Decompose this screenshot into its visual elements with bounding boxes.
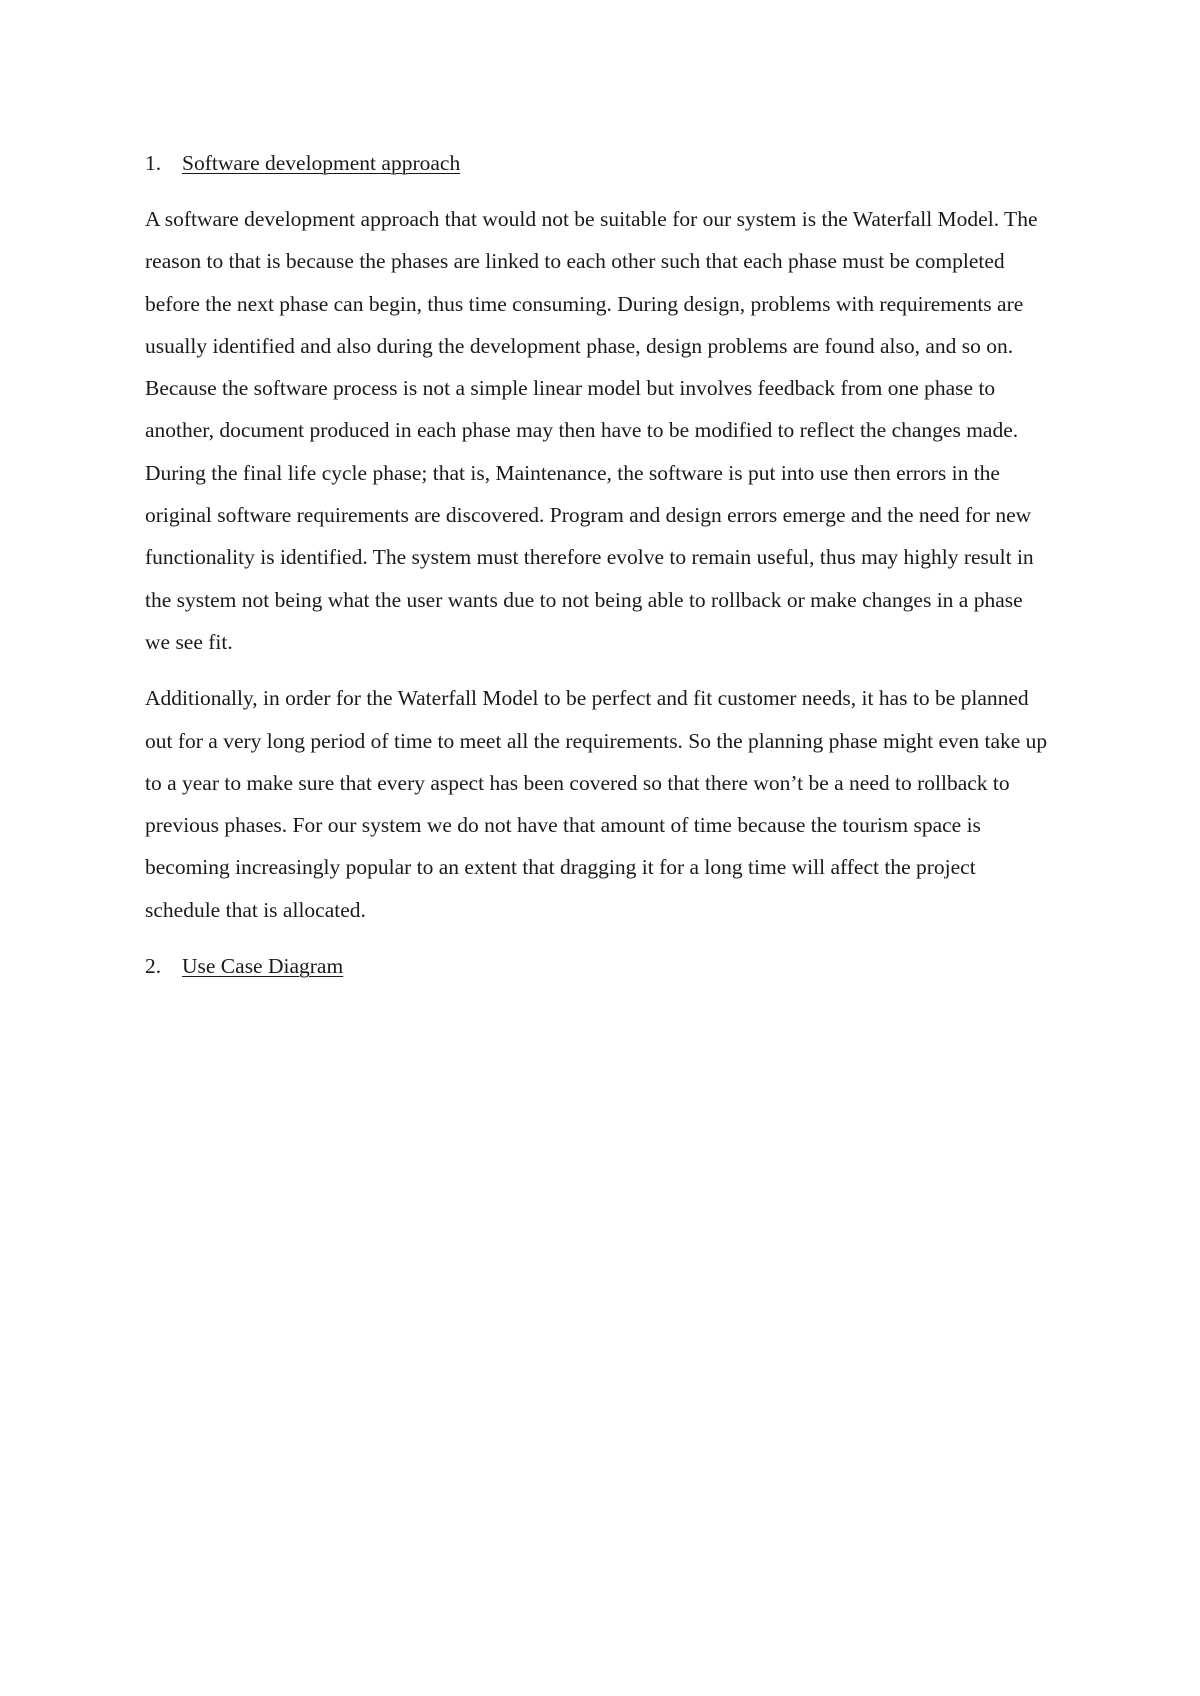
paragraph: Additionally, in order for the Waterfall Model to be perfect and fit customer needs, it has to be planned out for a very long period of time to meet all the requirements. So the planning phase might even take up to a year to make sure that every aspect has been covered so that there won’t be a need to rollback to previous phases. For our system we do not have that amount of time because the tourism space is becoming increasingly popular to an extent that dragging it for a long time will affect the project schedule that is allocated. [145,686,1048,922]
section-heading-2 [145,945,1050,987]
section-heading-1 [145,142,1050,184]
paragraph: A software development approach that would not be suitable for our system is the Waterfall Model. The reason to that is because the phases are linked to each other such that each phase must be completed before the next phase can begin, thus time consuming. During design, problems with requirements are usually identified and also during the development phase, design problems are found also, and so on. Because the software process is not a simple linear model but involves feedback from one phase to another, document produced in each phase may then have to be modified to reflect the changes made. During the final life cycle phase; that is, Maintenance, the software is put into use then errors in the original software requirements are discovered. Program and design errors emerge and the need for new functionality is identified. The system must therefore evolve to remain useful, thus may highly result in the system not being what the user wants due to not being able to rollback or make changes in a phase we see fit. [145,207,1038,654]
section-number: 2. [145,954,162,979]
section-title: Software development approach [182,151,461,175]
section-title: Use Case Diagram [182,954,344,979]
document-body [145,142,1050,987]
section-number: 1. [145,151,162,175]
